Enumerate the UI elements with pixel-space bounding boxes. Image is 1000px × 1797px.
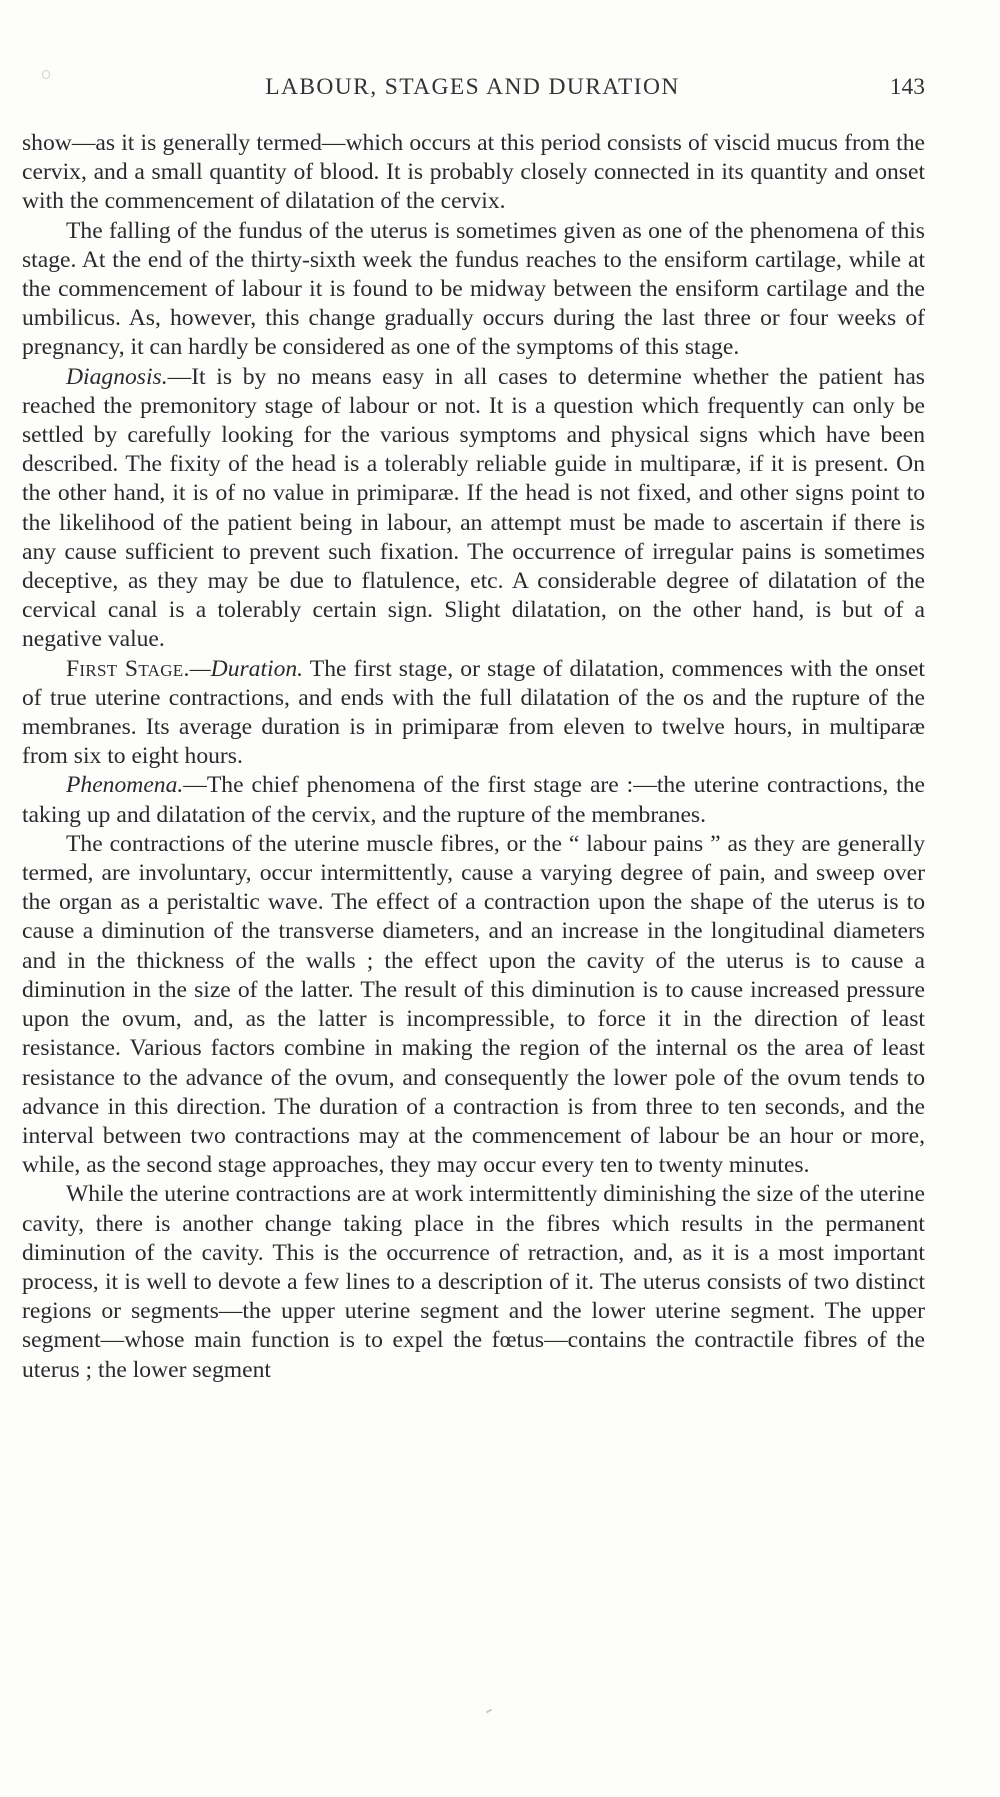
paragraph-first-stage xyxy=(22,655,925,772)
body-text xyxy=(22,129,925,1385)
paragraph-text: —The chief phenomena of the first stage are :—the uterine contractions, the taking up and dilatation of the cervix, and the rupture of the membranes. xyxy=(22,772,925,828)
paragraph-fundus xyxy=(22,217,925,363)
section-heading-small-caps: First Stage. xyxy=(66,655,190,682)
chapter-running-title: LABOUR, STAGES AND DURATION xyxy=(265,74,680,100)
paragraph-lead-italic: Phenomena. xyxy=(66,772,184,799)
paragraph-diagnosis xyxy=(22,363,925,655)
paragraph-lead-italic: —Duration. xyxy=(189,655,304,682)
paragraph-retraction xyxy=(22,1180,925,1384)
paragraph-text: —It is by no means easy in all cases to determine whether the patient has reached the premonitory stage of labour or not. It is a question which frequently can only be settled by carefully looking for the various symptoms and physical signs which have been described. The fixity of the head is a tolerably reliable guide in multiparæ, if it is present. On the other hand, it is of no value in primiparæ. If the head is not fixed, and other signs point to the likelihood of the patient being in labour, an attempt must be made to ascertain if there is any cause sufficient to prevent such fixation. The occurrence of irregular pains is sometimes deceptive, as they may be due to flatulence, etc. A considerable degree of dilatation of the cervical canal is a tolerably certain sign. Slight dilatation, on the other hand, is but of a negative value. xyxy=(22,363,925,653)
paragraph-show xyxy=(22,129,925,217)
running-header xyxy=(20,70,925,104)
paragraph-text: The first stage, or stage of dilatation, commences with the onset of true uterine contractions, and ends with the full dilatation of the os and the rupture of the membranes. Its average duration is in primiparæ from eleven to twelve hours, in multiparæ from six to eight hours. xyxy=(22,655,925,770)
paragraph-text: show—as it is generally termed—which occurs at this period consists of viscid mucus from the cervix, and a small quantity of blood. It is probably closely connected in its quantity and onset with the commencement of dilatation of the cervix. xyxy=(22,130,925,215)
paragraph-text: While the uterine contractions are at work intermittently diminishing the size of the uterine cavity, there is another change taking place in the fibres which results in the permanent diminution of the cavity. This is the occurrence of retraction, and, as it is a most important process, it is well to devote a few lines to a description of it. The uterus consists of two distinct regions or segments—the upper uterine segment and the lower uterine segment. The upper segment—whose main function is to expel the fœtus—contains the contractile fibres of the uterus ; the lower segment xyxy=(22,1181,925,1383)
paragraph-phenomena xyxy=(22,771,925,829)
paragraph-lead-italic: Diagnosis. xyxy=(66,363,168,390)
page-blemish xyxy=(486,1709,492,1714)
paragraph-contractions xyxy=(22,830,925,1180)
paragraph-text: The falling of the fundus of the uterus is sometimes given as one of the phenomena of this stage. At the end of the thirty-sixth week the fundus reaches to the ensiform cartilage, while at the commencement of labour it is found to be midway between the ensiform cartilage and the umbilicus. As, however, this change gradually occurs during the last three or four weeks of pregnancy, it can hardly be considered as one of the symptoms of this stage. xyxy=(22,217,925,361)
paragraph-text: The contractions of the uterine muscle fibres, or the “ labour pains ” as they are generally termed, are involuntary, occur intermittently, cause a varying degree of pain, and sweep over the organ as a peristaltic wave. The effect of a contraction upon the shape of the uterus is to cause a diminution of the transverse diameters, and an increase in the longitudinal diameters and in the thickness of the walls ; the effect upon the cavity of the uterus is to cause a diminution in the size of the latter. The result of this diminution is to cause increased pressure upon the ovum, and, as the latter is incompressible, to force it in the direction of least resistance. Various factors combine in making the region of the internal os the area of least resistance to the advance of the ovum, and consequently the lower pole of the ovum tends to advance in this direction. The duration of a contraction is from three to ten seconds, and the interval between two contractions may at the commencement of labour be an hour or more, while, as the second stage approaches, they may occur every ten to twenty minutes. xyxy=(22,830,925,1179)
page-number: 143 xyxy=(889,74,925,100)
